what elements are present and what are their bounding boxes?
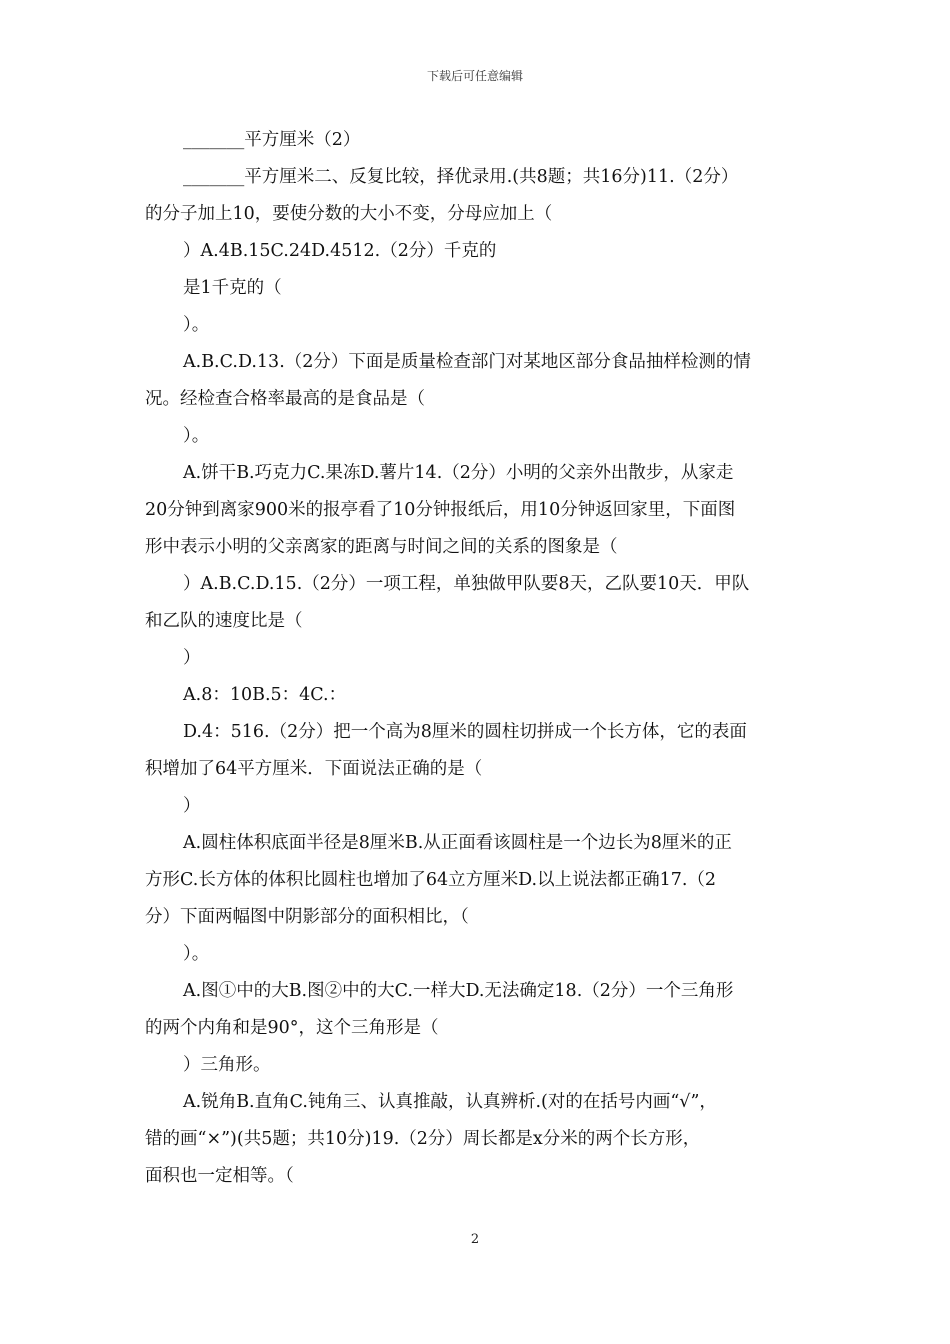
- text-line: ）。: [183, 315, 210, 335]
- text-line: ）。: [183, 426, 210, 446]
- page-number: 2: [470, 1232, 480, 1247]
- text-line: _______平方厘米（2）: [183, 130, 361, 150]
- text-line: _______平方厘米二、反复比较，择优录用.(共8题；共16分)11.（2分）: [183, 167, 739, 187]
- text-line: ）三角形。: [183, 1055, 271, 1075]
- text-line: 方形C.长方体的体积比圆柱也增加了64立方厘米D.以上说法都正确17.（2: [145, 870, 717, 890]
- text-line: ）A.B.C.D.15.（2分）一项工程，单独做甲队要8天，乙队要10天．甲队: [183, 574, 750, 594]
- text-line: 形中表示小明的父亲离家的距离与时间之间的关系的图象是（: [145, 537, 618, 557]
- text-line: 况。经检查合格率最高的是食品是（: [145, 389, 425, 409]
- text-line: D.4：516.（2分）把一个高为8厘米的圆柱切拼成一个长方体，它的表面: [183, 722, 747, 742]
- text-line: A.8：10B.5：4C.：: [183, 685, 347, 705]
- text-line: 错的画“×”)(共5题；共10分)19.（2分）周长都是x分米的两个长方形，: [145, 1129, 701, 1149]
- text-line: 分）下面两幅图中阴影部分的面积相比，（: [145, 907, 469, 927]
- text-line: 面积也一定相等。（: [145, 1166, 294, 1186]
- text-line: 的分子加上10，要使分数的大小不变，分母应加上（: [145, 204, 553, 224]
- text-line: A.图①中的大B.图②中的大C.一样大D.无法确定18.（2分）一个三角形: [183, 981, 734, 1001]
- text-line: 是1千克的（: [183, 278, 282, 298]
- text-line: 20分钟到离家900米的报亭看了10分钟报纸后，用10分钟返回家里，下面图: [145, 500, 736, 520]
- text-line: ）: [183, 796, 201, 816]
- text-line: A.B.C.D.13.（2分）下面是质量检查部门对某地区部分食品抽样检测的情: [183, 352, 751, 372]
- text-line: ）A.4B.15C.24D.4512.（2分）千克的: [183, 241, 497, 261]
- text-line: ）: [183, 648, 201, 668]
- document-body: [145, 122, 810, 1195]
- text-line: A.锐角B.直角C.钝角三、认真推敲，认真辨析.(对的在括号内画“√”，: [183, 1092, 717, 1112]
- text-line: 积增加了64平方厘米．下面说法正确的是（: [145, 759, 483, 779]
- text-line: A.饼干B.巧克力C.果冻D.薯片14.（2分）小明的父亲外出散步，从家走: [183, 463, 734, 483]
- text-line: ）。: [183, 944, 210, 964]
- text-line: 和乙队的速度比是（: [145, 611, 303, 631]
- text-line: 的两个内角和是90°，这个三角形是（: [145, 1018, 439, 1038]
- page-header: 下载后可任意编辑: [426, 69, 523, 83]
- text-line: A.圆柱体积底面半径是8厘米B.从正面看该圆柱是一个边长为8厘米的正: [183, 833, 732, 853]
